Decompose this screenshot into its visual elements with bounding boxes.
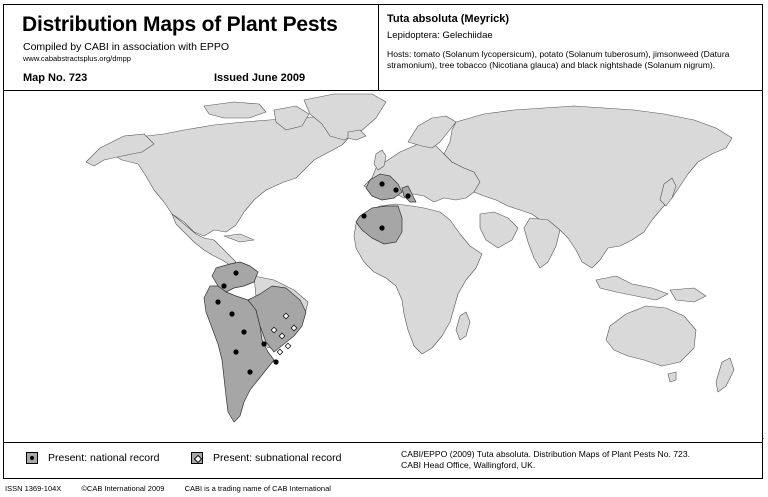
- dot-icon: [26, 452, 38, 464]
- new-guinea: [670, 288, 706, 302]
- madagascar: [456, 312, 470, 340]
- subnational-record-diamond: [285, 343, 291, 349]
- issue-date: Issued June 2009: [214, 72, 306, 84]
- citation-line-1: CABI/EPPO (2009) Tuta absoluta. Distribution Maps of Plant Pests No. 723.: [401, 449, 690, 459]
- national-record-dot: [221, 283, 226, 288]
- australia: [606, 306, 696, 366]
- scandinavia: [408, 116, 456, 148]
- legend: [4, 443, 762, 478]
- edge-mark: .: [762, 432, 765, 441]
- legend-subnational-label: Present: subnational record: [213, 452, 342, 464]
- citation: [401, 449, 751, 471]
- diamond-icon: [191, 452, 203, 464]
- website-link[interactable]: www.cababstractsplus.org/dmpp: [23, 54, 131, 63]
- tasmania: [668, 372, 676, 382]
- national-record-dot: [379, 181, 384, 186]
- subnational-record-diamond: [277, 349, 283, 355]
- national-record-dot: [361, 213, 366, 218]
- legend-national-label: Present: national record: [48, 452, 160, 464]
- national-record-dot: [241, 329, 246, 334]
- citation-line-2: CABI Head Office, Wallingford, UK.: [401, 460, 536, 470]
- national-record-dot: [379, 225, 384, 230]
- new-zealand: [716, 358, 734, 392]
- national-record-dot: [233, 270, 238, 275]
- national-record-dot: [393, 187, 398, 192]
- national-record-dot: [233, 349, 238, 354]
- canadian-arctic-islands: [204, 102, 266, 118]
- national-record-dot: [261, 341, 266, 346]
- header-right-panel: [379, 5, 762, 90]
- header-left-panel: [4, 5, 379, 90]
- map-number: Map No. 723: [23, 72, 88, 84]
- indian-subcontinent: [524, 218, 560, 268]
- species-order: Lepidoptera: Gelechiidae: [387, 30, 493, 41]
- legend-national: [26, 452, 159, 464]
- national-record-dot: [273, 359, 278, 364]
- iceland: [348, 130, 366, 140]
- arabian-peninsula: [480, 212, 518, 248]
- footer: [5, 484, 349, 493]
- world-map-svg: [4, 90, 765, 442]
- southeast-asia-islands: [596, 276, 668, 300]
- national-record-dot: [247, 369, 252, 374]
- map-sheet: [3, 4, 763, 479]
- world-map: [4, 90, 765, 443]
- national-record-dot: [215, 299, 220, 304]
- page-title: Distribution Maps of Plant Pests: [22, 13, 338, 36]
- compiled-by-text: Compiled by CABI in association with EPPO: [23, 41, 230, 53]
- host-list: Hosts: tomato (Solanum lycopersicum), potato (Solanum tuberosum), jimsonweed (Datura stramonium), tree tobacco (Nicotiana glauca) and black nightshade (Solanum nigrum).: [387, 49, 730, 70]
- copyright: ©CAB International 2009: [81, 484, 165, 493]
- cuba: [224, 234, 254, 242]
- legend-subnational: [191, 452, 341, 464]
- national-record-dot: [229, 311, 234, 316]
- species-name: Tuta absoluta (Meyrick): [387, 13, 510, 25]
- issn: ISSN 1369-104X: [5, 484, 62, 493]
- national-record-dot: [405, 193, 410, 198]
- trading-name: CABI is a trading name of CAB International: [184, 484, 331, 493]
- header: [4, 5, 762, 91]
- asia-landmass: [444, 106, 732, 268]
